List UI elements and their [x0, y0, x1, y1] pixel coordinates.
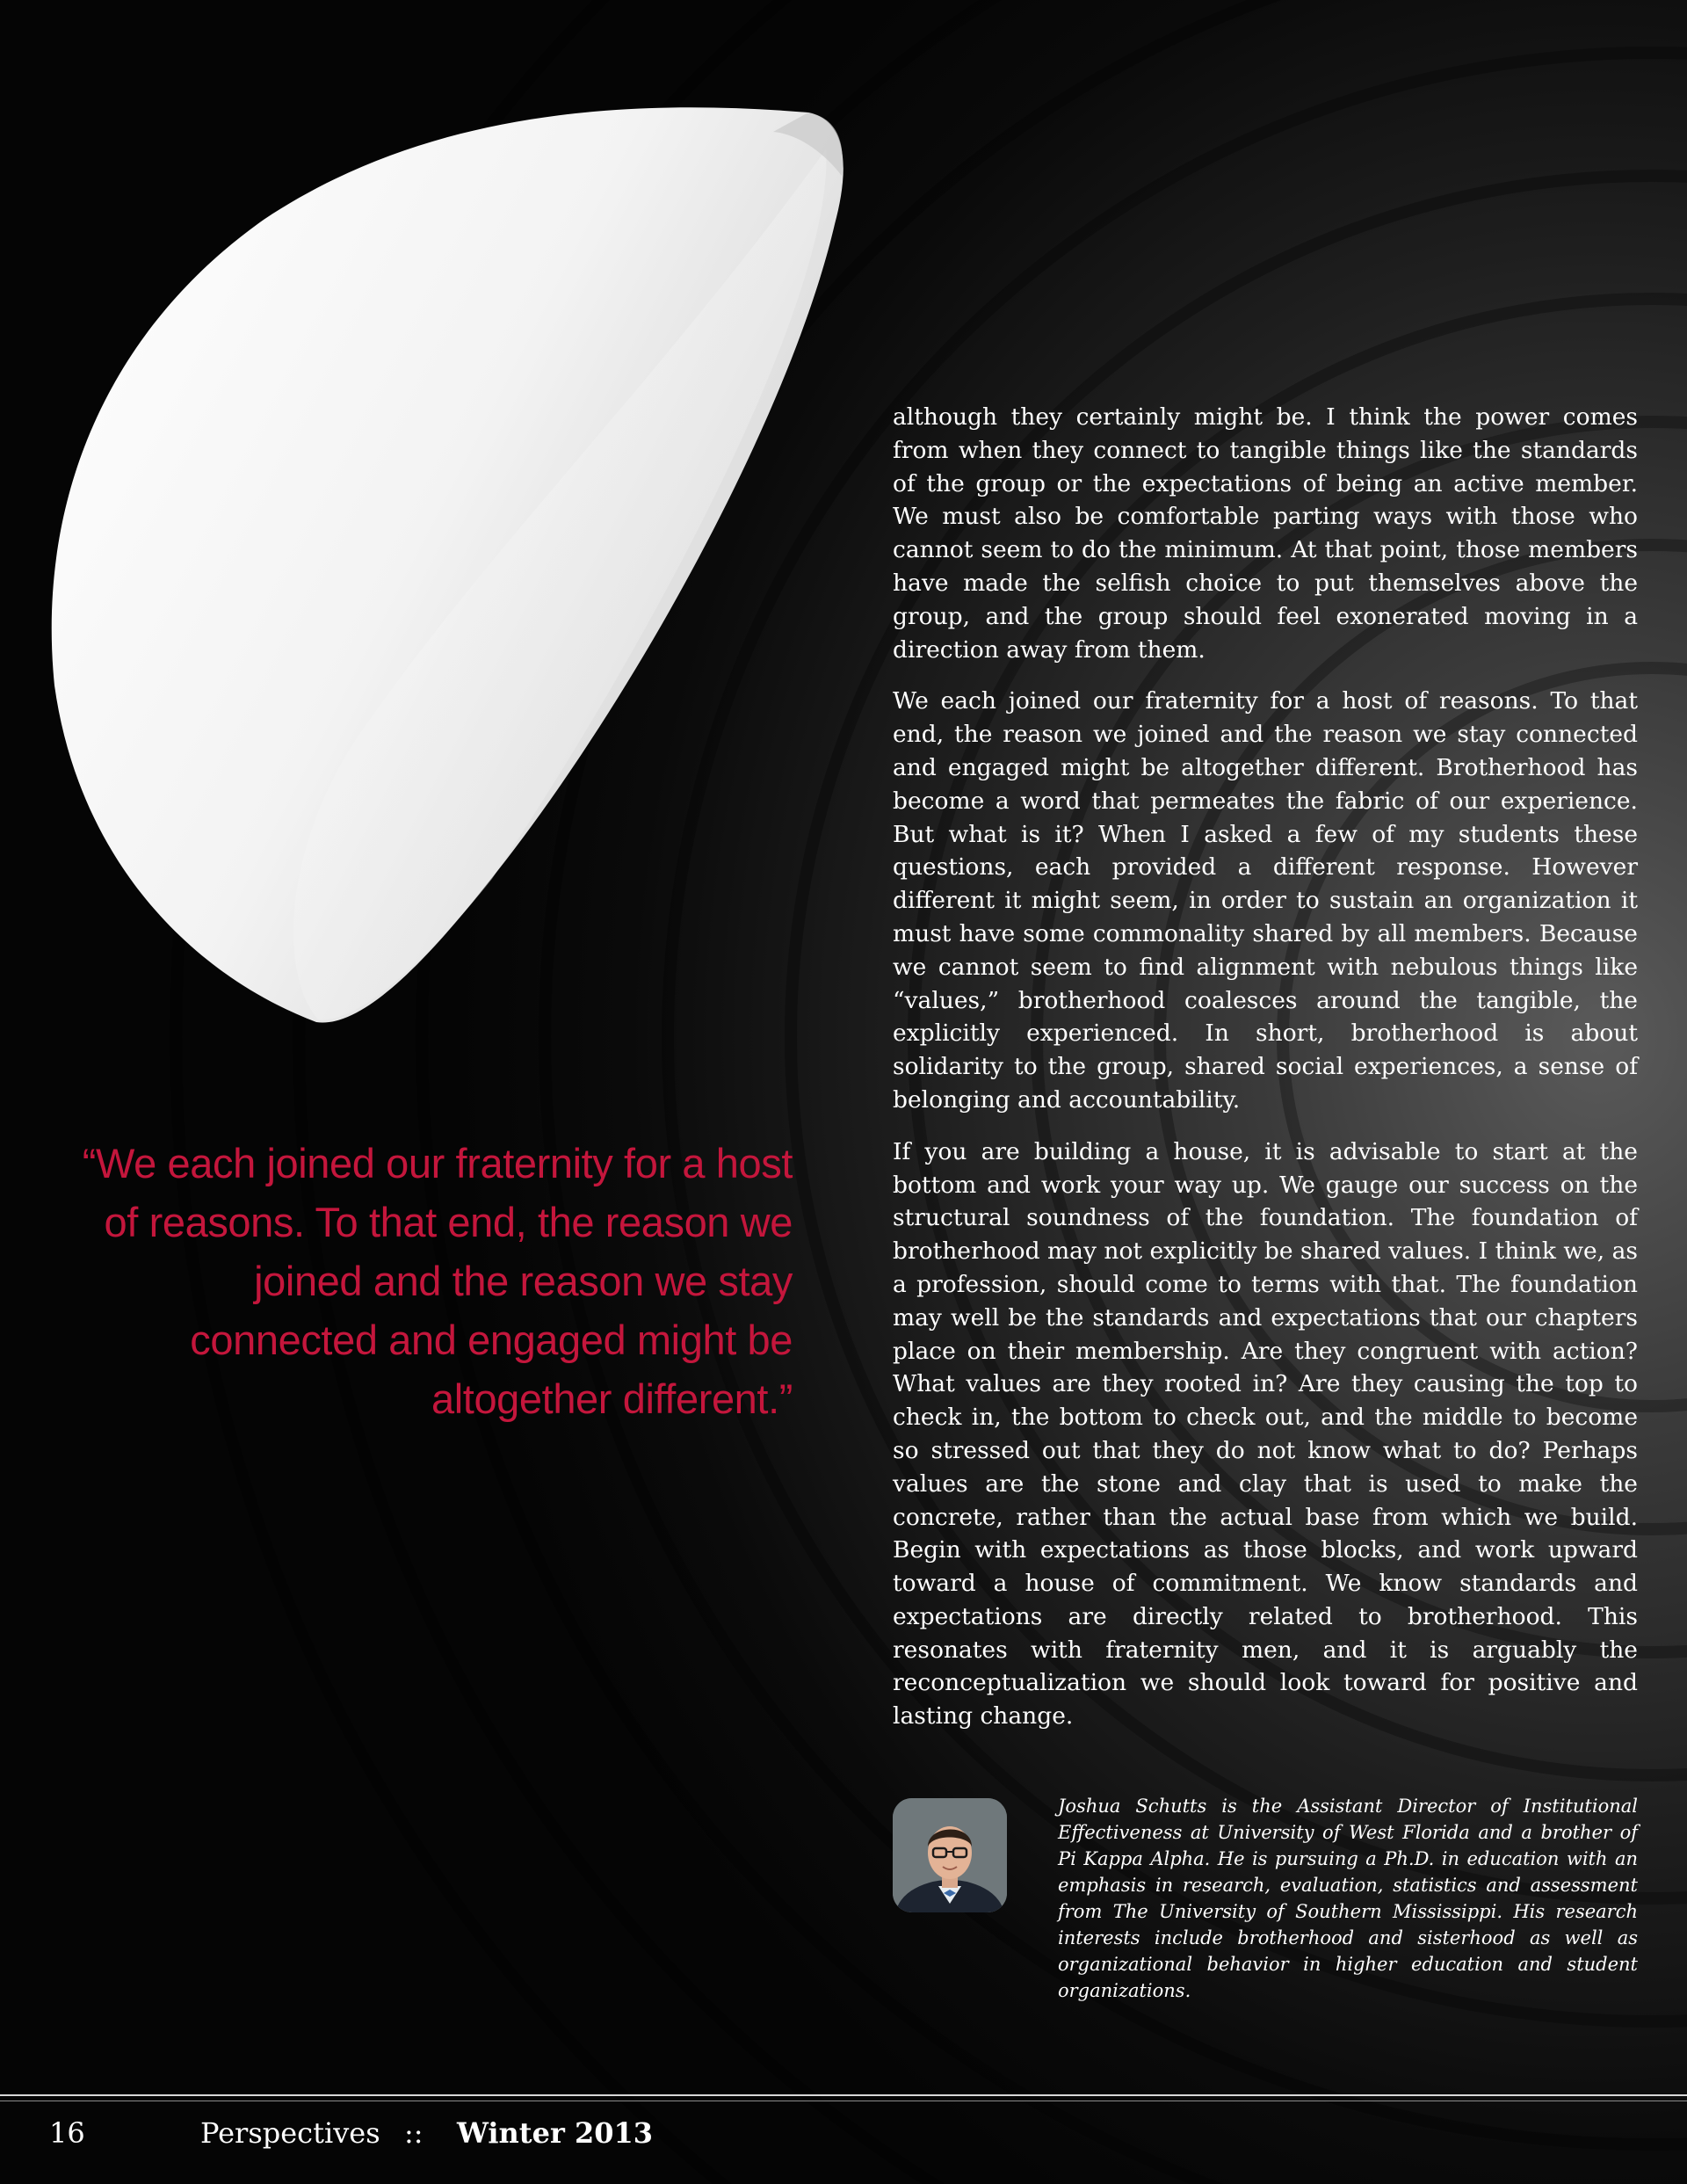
issue-label: Winter 2013	[457, 2116, 653, 2150]
article-paragraph: We each joined our fraternity for a host of reasons. To that end, the reason we joined and the reason we stay connected and engaged might be altogether different. Brotherhood has become a word that permeates the fabric of our experience. But what is it? When I asked a few of my students these questions, each provided a different response. However different it might seem, in order to sustain an organization it must have some commonality shared by all members. Because we cannot seem to find alignment with nebulous things like “values,” brotherhood coalesces around the tangible, the explicitly experienced. In short, brotherhood is about solidarity to the group, shared social experiences, a sense of belonging and accountability.	[893, 687, 1638, 1114]
pull-quote: “We each joined our fraternity for a host of reasons. To that end, the reason we joined and the reason we stay connected and engaged might be altogether different.”	[82, 1140, 793, 1422]
page-footer	[0, 2109, 1687, 2153]
author-photo	[893, 1798, 1007, 1912]
footer-divider	[0, 2094, 1687, 2096]
article-paragraph: If you are building a house, it is advisable to start at the bottom and work your way up. We gauge our success on the structural soundness of the foundation. The foundation of brotherhood may not explicitly be shared values. I think we, as a profession, should come to terms with that. The foundation may well be the standards and expectations that our chapters place on their membership. Are they congruent with action? What values are they rooted in? Are they causing the top to check in, the bottom to check out, and the middle to become so stressed out that they do not know what to do? Perhaps values are the stone and clay that is used to make the concrete, rather than the actual base from which we build. Begin with expectations as those blocks, and work upward toward a house of commitment. We know standards and expectations are directly related to brotherhood. This resonates with fraternity men, and it is arguably the reconceptualization we should look toward for positive and lasting change.	[893, 1137, 1638, 1731]
article-body	[893, 401, 1638, 1752]
author-bio: Joshua Schutts is the Assistant Director of Institutional Effectiveness at University of West Florida and a brother of Pi Kappa Alpha. He is pursuing a Ph.D. in education with an emphasis in research, evaluation, statistics and assessment from The University of Southern Mississippi. His research interests include brotherhood and sisterhood as well as organizational behavior in higher education and student organizations.	[1058, 1796, 1638, 2001]
publication-name: Perspectives	[200, 2116, 380, 2150]
article-paragraph: although they certainly might be. I think the power comes from when they connect to tangible things like the standards of the group or the expectations of being an active member. We must also be comfortable parting ways with those who cannot seem to do the minimum. At that point, those members have made the selfish choice to put themselves above the group, and the group should feel exonerated moving in a direction away from them.	[893, 403, 1638, 664]
footer-separator: ::	[404, 2116, 424, 2150]
page-number: 16	[49, 2116, 85, 2150]
